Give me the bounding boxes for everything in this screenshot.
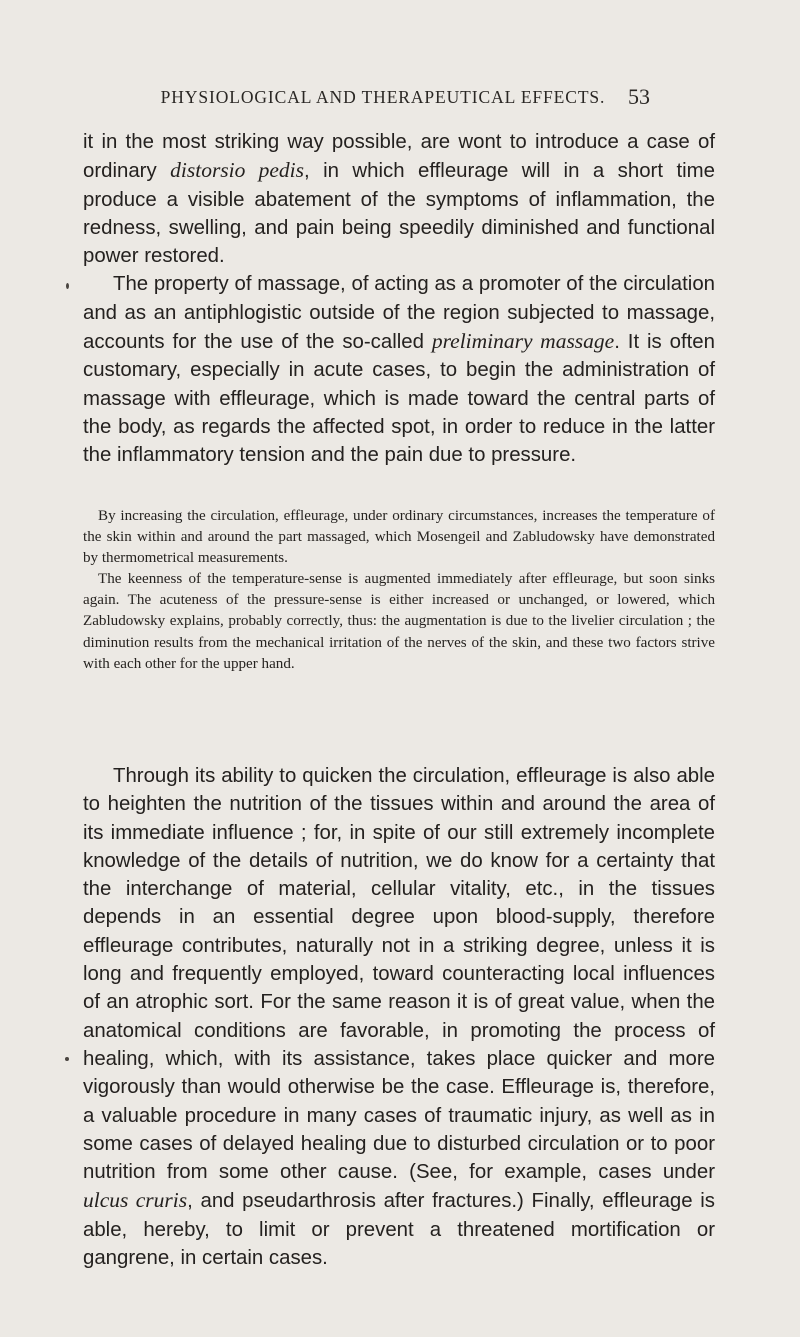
paragraph-nutrition: [83, 762, 715, 1272]
italic-term-ulcus-cruris: ulcus cruris: [83, 1188, 188, 1213]
paragraph-1-text-a: it in the most striking way possible, are wont to introduce a case of ordinary: [83, 131, 715, 183]
small-print-notes: [83, 506, 715, 675]
paragraph-continued: [83, 128, 715, 270]
paragraph-2-text-a: The property of massage, of acting as a promoter of the circulation and as an antiphlogistic outside of the region subjected to massage, accounts for the use of the so-called: [83, 273, 715, 354]
italic-term-preliminary-massage: preliminary massage: [431, 329, 615, 354]
paragraph-1-text-b: , in which effleurage will in a short time produce a visible abatement of the symptoms of inflammation, the redness, swelling, and pain being speedily diminished and functional power restored.: [83, 160, 715, 268]
paragraph-3-text-b: , and pseudarthrosis after fractures.) Finally, effleurage is able, hereby, to limit or prevent a threatened mortification or gangrene, in certain cases.: [83, 1190, 715, 1270]
print-speck: [66, 283, 69, 289]
running-head: PHYSIOLOGICAL AND THERAPEUTICAL EFFECTS.: [160, 87, 606, 107]
note-temperature: By increasing the circulation, effleurage, under ordinary circumstances, increases the temperature of the skin within and around the part massaged, which Mosengeil and Zabludowsky have demonstrated by thermometrical measurements.: [83, 508, 715, 567]
main-text-lower: [83, 762, 715, 1272]
italic-term-distorsio-pedis: distorsio pedis: [170, 158, 304, 183]
paragraph-3-text-a: Through its ability to quicken the circulation, effleurage is also able to heighten the nutrition of the tissues within and around the area of its immediate influence ; for, in spite of our still extremely incomplete knowledge of the details of nutrition, we do know for a certainty that the interchange of material, cellular vitality, etc., in the tissues depends in an essential degree upon blood-supply, therefore effleurage contributes, naturally not in a striking degree, unless it is long and frequently employed, toward counteracting local influences of an atrophic sort. For the same reason it is of great value, when the anatomical conditions are favorable, in promoting the process of healing, which, with its assistance, takes place quicker and more vigorously than would otherwise be the case. Effleurage is, therefore, a valuable procedure in many cases of traumatic injury, as well as in some cases of delayed healing due to disturbed circulation or to poor nutrition from some other cause. (See, for example, cases under: [83, 765, 715, 1184]
paragraph-2-text-b: . It is often customary, especially in acute cases, to begin the administration of massage with effleurage, which is made toward the central parts of the body, as regards the affected spot, in order to reduce in the latter the inflammatory tension and the pain due to pressure.: [83, 331, 715, 467]
print-speck: [65, 1057, 69, 1061]
page-number: 53: [628, 84, 650, 109]
note-temperature-sense: The keenness of the temperature-sense is augmented immediately after effleurage, but soon sinks again. The acuteness of the pressure-sense is either increased or unchanged, or lowered, which Zabludowsky explains, probably correctly, thus: the augmentation is due to the livelier circulation ; the diminution results from the mechanical irritation of the nerves of the skin, and these two factors strive with each other for the upper hand.: [83, 571, 715, 672]
paragraph-preliminary-massage: [83, 270, 715, 469]
main-text-upper: [83, 128, 715, 470]
